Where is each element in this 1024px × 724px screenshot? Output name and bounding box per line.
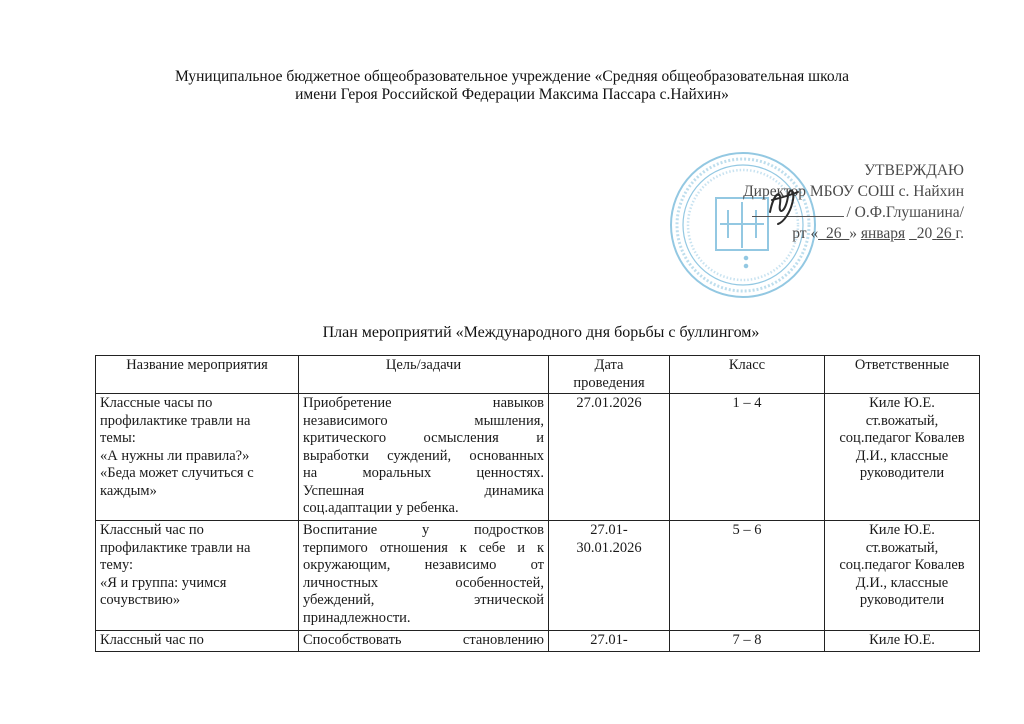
text-line: «Я и группа: учимся [100, 574, 227, 591]
text-line: руководители [859, 592, 945, 608]
organization-header [0, 68, 1024, 104]
organization-line-1: Муниципальное бюджетное общеобразовательное учреждение «Средняя общеобразовательная школа [174, 68, 850, 85]
table-row [96, 631, 980, 652]
approval-title: УТВЕРЖДАЮ [864, 162, 964, 179]
cell-goals [299, 394, 549, 521]
cell-goals [299, 521, 549, 631]
approval-block [690, 160, 964, 244]
text-line: соц.педагог Ковалев [839, 557, 965, 573]
cell-event-name [96, 521, 299, 631]
text-line: Воспитание у подростков [303, 522, 544, 538]
cell-date [549, 631, 670, 652]
date-prefix: рт « [792, 225, 819, 242]
director-signature [762, 182, 802, 226]
text-line: Д.И., классные [855, 574, 949, 591]
approval-date [690, 223, 964, 244]
text-line: тему: [100, 557, 134, 573]
column-header-date [549, 356, 670, 394]
date-mid: » [849, 225, 857, 242]
text-line: принадлежности. [303, 609, 411, 626]
text-line: соц.педагог Ковалев [839, 430, 965, 446]
text-line: «Беда может случиться с [100, 465, 254, 481]
cell-event-name [96, 394, 299, 521]
events-plan-table [95, 355, 980, 652]
text-line: Киле Ю.Е. [869, 632, 935, 648]
text-line: выработки суждений, основанных [303, 447, 544, 464]
cell-class: 1 – 4 [670, 394, 825, 521]
text-line: Киле Ю.Е. [869, 395, 935, 411]
text-line: темы: [100, 430, 136, 446]
approval-position: Директор МБОУ СОШ с. Найхин [743, 183, 964, 200]
text-line: личностных особенностей, [303, 574, 544, 591]
cell-date [549, 394, 670, 521]
cell-class: 5 – 6 [670, 521, 825, 631]
date-suffix: г. [955, 225, 964, 242]
plan-title: План мероприятий «Международного дня борьбы с буллингом» [322, 324, 760, 341]
cell-responsible [825, 394, 980, 521]
text-line: 30.01.2026 [576, 539, 642, 556]
cell-class: 7 – 8 [670, 631, 825, 652]
cell-responsible [825, 631, 980, 652]
text-line: независимого мышления, [303, 412, 544, 429]
text-line: ст.вожатый, [865, 539, 939, 556]
cell-goals [299, 631, 549, 652]
text-line: ст.вожатый, [865, 412, 939, 429]
text-line: на моральных ценностях. [303, 465, 544, 481]
text-line: критического осмысления и [303, 430, 544, 446]
text-line: Классные часы по [100, 395, 213, 411]
column-header-event-name: Название мероприятия [96, 356, 299, 394]
approval-signature-line [690, 202, 964, 223]
date-year: 26 [936, 225, 952, 242]
text-line: профилактике травли на [100, 539, 251, 556]
organization-line-2: имени Героя Российской Федерации Максима Пассара с.Найхин» [295, 86, 729, 103]
text-line: Успешная динамика [303, 482, 544, 499]
text-line: профилактике травли на [100, 412, 251, 429]
date-year-prefix: 20 [916, 225, 933, 242]
text-line: убеждений, этнической [303, 592, 544, 608]
text-line: каждым» [100, 482, 157, 499]
cell-responsible [825, 521, 980, 631]
column-header-responsible: Ответственные [825, 356, 980, 394]
text-line: окружающим, независимо от [303, 557, 544, 573]
text-line: «А нужны ли правила?» [100, 447, 250, 464]
column-header-date-line-1: Дата [594, 357, 624, 373]
text-line: руководители [859, 465, 945, 481]
text-line: Классный час по [100, 632, 204, 648]
text-line: терпимого отношения к себе и к [303, 539, 544, 556]
text-line: 27.01- [590, 632, 628, 648]
table-row [96, 521, 980, 631]
date-day: _26_ [818, 225, 850, 242]
text-line: Классный час по [100, 522, 204, 538]
approval-name: / О.Ф.Глушанина/ [846, 204, 964, 221]
date-month: января [860, 225, 906, 242]
text-line: Киле Ю.Е. [869, 522, 935, 538]
column-header-class: Класс [670, 356, 825, 394]
table-header-row [96, 356, 980, 394]
text-line: Способствовать становлению [303, 632, 544, 648]
text-line: Д.И., классные [855, 447, 949, 464]
column-header-goals: Цель/задачи [299, 356, 549, 394]
text-line: сочувствию» [100, 592, 181, 608]
cell-event-name [96, 631, 299, 652]
column-header-date-line-2: проведения [573, 374, 645, 391]
text-line: 27.01- [590, 522, 628, 538]
table-row [96, 394, 980, 521]
text-line: Приобретение навыков [303, 395, 544, 411]
text-line: 27.01.2026 [576, 395, 642, 411]
cell-date [549, 521, 670, 631]
text-line: соц.адаптации у ребенка. [303, 500, 459, 516]
